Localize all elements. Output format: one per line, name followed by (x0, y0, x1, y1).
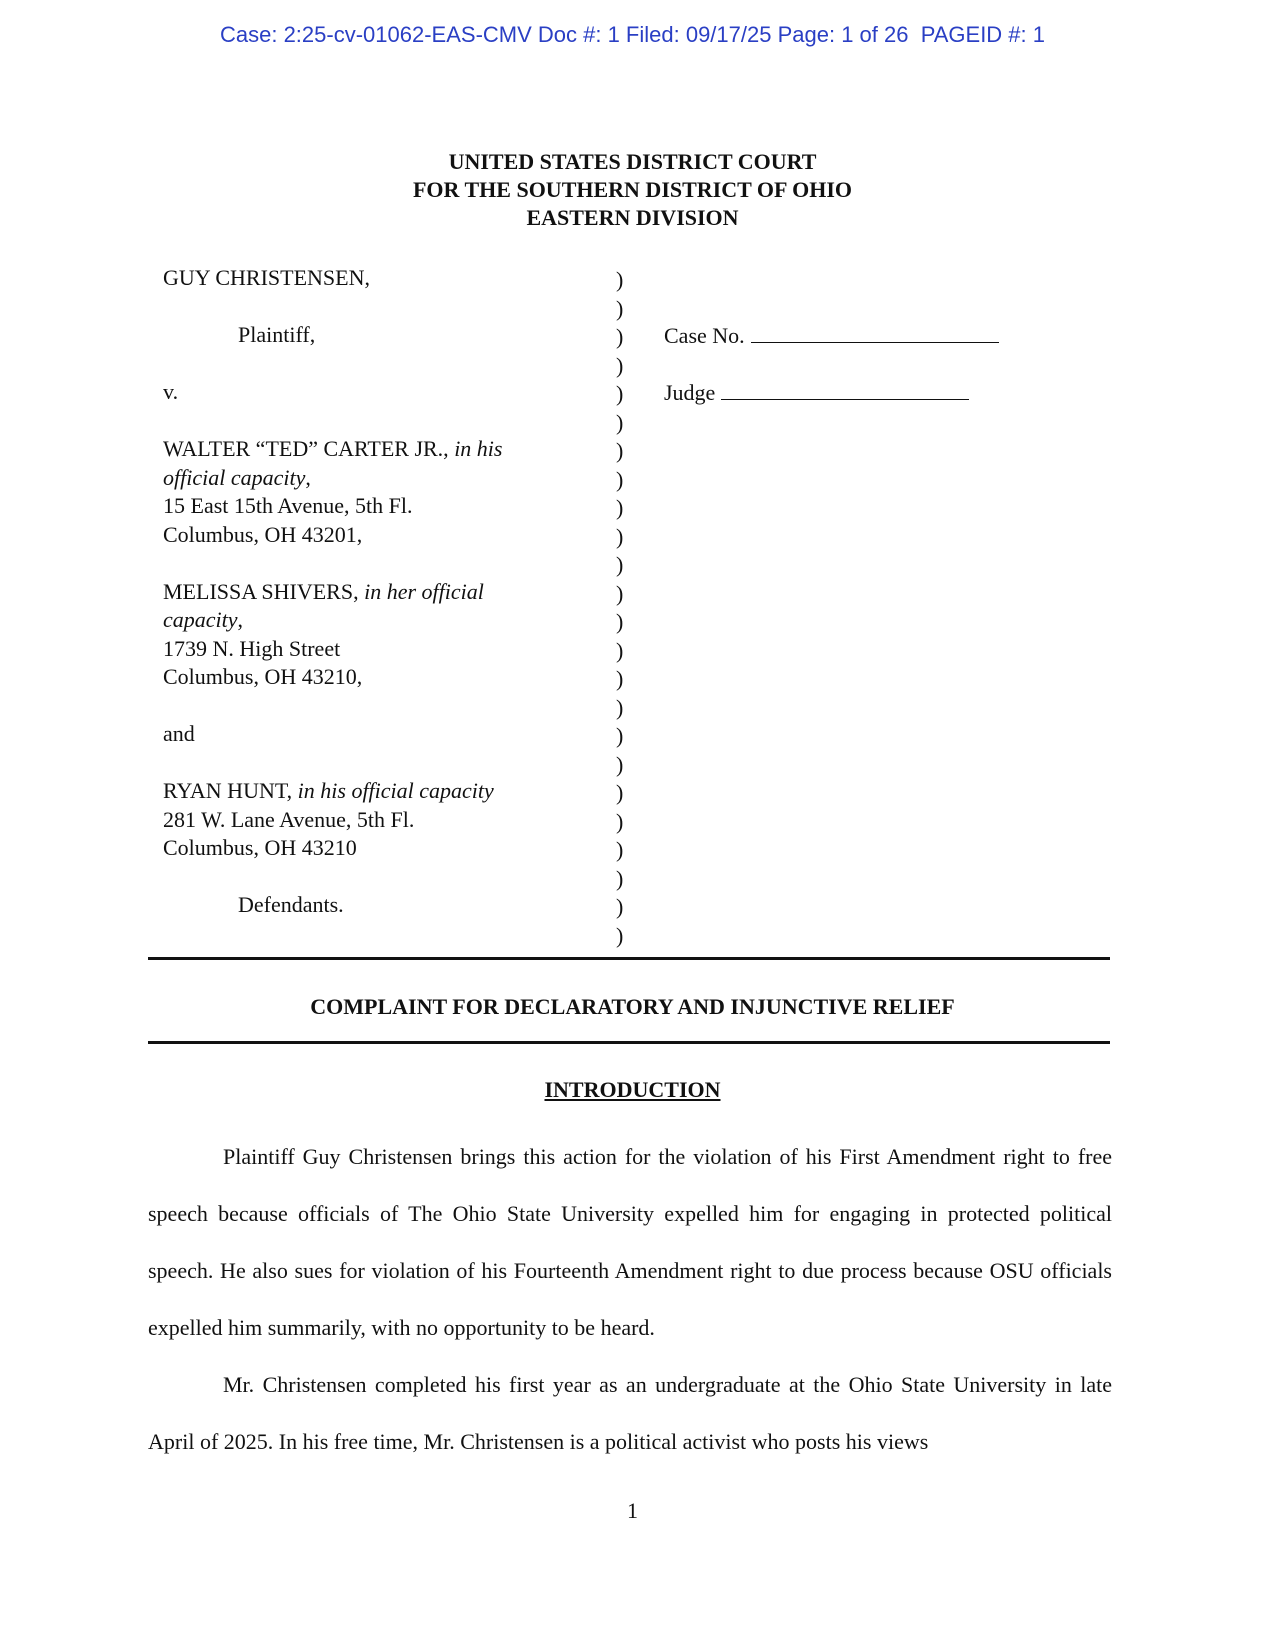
judge-line (664, 379, 1064, 408)
defendant-3-capacity: in his official capacity (297, 778, 494, 803)
plaintiff-role: Plaintiff, (238, 322, 316, 347)
defendants-role: Defendants. (238, 892, 344, 917)
case-number-blank (751, 324, 999, 343)
defendant-1-address: 15 East 15th Avenue, 5th Fl. (163, 493, 413, 518)
paragraph: Mr. Christensen completed his first year as an undergraduate at the Ohio State University in late April of 2025. In his free time, Mr. Christensen is a political activist who posts his views (148, 1372, 1112, 1454)
caption-paren: ) (616, 438, 624, 463)
caption-paren: ) (616, 751, 624, 777)
section-heading: INTRODUCTION (544, 1077, 721, 1102)
defendant-1-capacity-a: in his (454, 436, 503, 461)
defendant-3-name: RYAN HUNT, (163, 778, 298, 803)
defendant-1-city: Columbus, OH 43201, (163, 521, 363, 547)
defendant-2-city: Columbus, OH 43210, (163, 664, 363, 689)
page-number: 1 (627, 1498, 638, 1523)
defendant-2-capacity-a: in her official (364, 578, 484, 604)
caption-paren: ) (616, 352, 624, 378)
case-number-label: Case No. (664, 323, 745, 348)
defendant-1-capacity-line: official capacity, (163, 464, 311, 490)
caption-paren: ) (616, 267, 624, 292)
caption-paren: ) (616, 780, 624, 805)
caption-paren: ) (616, 523, 624, 549)
court-heading (0, 148, 1265, 232)
caption-paren: ) (616, 495, 624, 520)
title-top-rule (148, 957, 1110, 960)
caption-paren: ) (616, 837, 624, 862)
plaintiff-name: GUY CHRISTENSEN, (163, 265, 370, 290)
caption-paren: ) (616, 865, 624, 891)
defendant-1-capacity-b: official capacity (163, 464, 306, 490)
paragraph: Plaintiff Guy Christensen brings this action for the violation of his First Amendment right to free speech because officials of The Ohio State University expelled him for engaging in protected political speech. He also sues for violation of his Fourteenth Amendment right to due process because OSU officials expelled him summarily, with no opportunity to be heard. (148, 1144, 1112, 1340)
caption-paren: ) (616, 381, 624, 406)
caption-paren: ) (616, 894, 624, 919)
caption-paren: ) (616, 637, 624, 663)
defendant-3-address: 281 W. Lane Avenue, 5th Fl. (163, 806, 415, 832)
caption-paren: ) (616, 580, 624, 606)
caption-paren: ) (616, 552, 624, 577)
versus-label: v. (163, 379, 179, 404)
title-bottom-rule (148, 1041, 1110, 1044)
defendant-3-city: Columbus, OH 43210 (163, 835, 357, 860)
court-district-line: FOR THE SOUTHERN DISTRICT OF OHIO (412, 177, 853, 202)
defendant-1-name-line (163, 435, 603, 464)
caption-parties (163, 264, 603, 920)
case-number-line (664, 322, 1064, 351)
conjunction-and: and (163, 721, 195, 746)
caption-paren-column (616, 266, 630, 950)
court-division-line: EASTERN DIVISION (526, 205, 739, 230)
caption-paren: ) (616, 666, 624, 691)
caption-paren: ) (616, 694, 624, 720)
court-name-line: UNITED STATES DISTRICT COURT (448, 149, 817, 174)
caption-paren: ) (616, 922, 624, 948)
body-text (148, 1128, 1112, 1470)
caption-paren: ) (616, 295, 624, 321)
defendant-1-name: WALTER “TED” CARTER JR., (163, 436, 455, 461)
defendant-2-address: 1739 N. High Street (163, 635, 341, 661)
defendant-3-name-line (163, 777, 603, 806)
defendant-2-name-line (163, 578, 603, 607)
defendant-2-capacity-b: capacity (163, 607, 238, 632)
caption-paren: ) (616, 409, 624, 435)
caption-paren: ) (616, 466, 624, 492)
defendant-2-capacity-line: capacity, (163, 607, 244, 632)
defendant-2-name: MELISSA SHIVERS, (163, 578, 365, 604)
judge-blank (721, 381, 969, 400)
caption-paren: ) (616, 808, 624, 834)
caption-paren: ) (616, 723, 624, 748)
ecf-header-stamp: Case: 2:25-cv-01062-EAS-CMV Doc #: 1 Filed: 09/17/25 Page: 1 of 26 PAGEID #: 1 (219, 22, 1046, 47)
caption-paren: ) (616, 609, 624, 634)
judge-label: Judge (664, 380, 716, 405)
document-title: COMPLAINT FOR DECLARATORY AND INJUNCTIVE RELIEF (310, 994, 955, 1019)
caption-paren: ) (616, 324, 624, 349)
caption-case-info (664, 322, 1064, 436)
